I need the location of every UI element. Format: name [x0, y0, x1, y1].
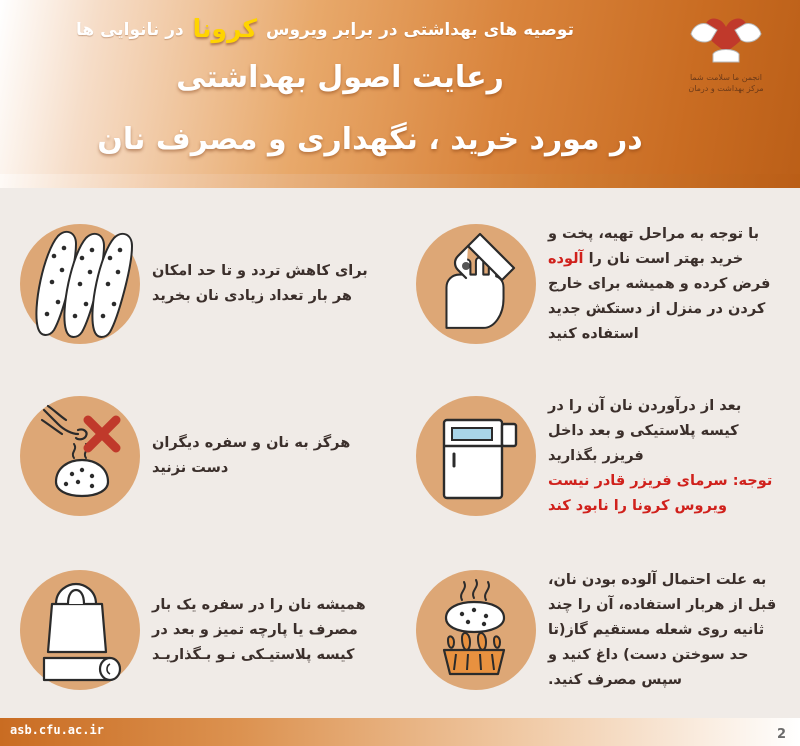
freezer-icon [410, 390, 542, 522]
header-subtitle-prefix: توصیه های بهداشتی در برابر ویروس [266, 20, 574, 40]
tip-use-gloves [400, 198, 800, 370]
gloved-hand-icon [410, 218, 542, 350]
tip-freezer [400, 370, 800, 542]
tips-grid [0, 198, 800, 718]
tip-no-touch-text: هرگز به نان و سفره دیگران دست نزنید [152, 435, 351, 476]
tip-freezer-main: بعد از درآوردن نان آن را در کیسه پلاستیکی و بعد داخل فریزر بگذارید [548, 397, 742, 464]
tip-use-gloves-highlight: آلوده [548, 250, 584, 267]
tip-freezer-text [542, 394, 786, 519]
tip-use-gloves-text: با توجه به مراحل تهیه، پخت و خرید بهتر است نان را آلوده فرض کرده و همیشه برای خارج کردن در منزل از دستکش جدید استفاده کنید [548, 225, 771, 342]
footer-url[interactable]: asb.cfu.ac.ir [10, 723, 104, 737]
page-title-line-1: رعایت اصول بهداشتی [176, 60, 504, 95]
tip-heat-on-flame-text: به علت احتمال آلوده بودن نان، قبل از هربار استفاده، آن را چند ثانیه روی شعله مستقیم گاز(تا حد سوختن دست) داغ کنید و سپس مصرف کنید. [548, 571, 777, 688]
header-subtitle-suffix: در نانوایی ها [76, 20, 184, 40]
header-keyword: کرونا [192, 14, 258, 43]
tip-buy-quantity [0, 198, 400, 370]
breads-icon [14, 218, 146, 350]
bread-on-stove-icon [410, 564, 542, 696]
page-title-line-2: در مورد خرید ، نگهداری و مصرف نان [97, 122, 643, 157]
header-subtitle [0, 14, 650, 43]
tip-freezer-note: توجه: سرمای فریزر قادر نیست ویروس کرونا را نابود کند [548, 472, 773, 514]
tip-heat-on-flame [400, 542, 800, 718]
plastic-bag-cloth-icon [14, 564, 146, 696]
tip-no-touch [0, 370, 400, 542]
header-banner [0, 0, 800, 188]
tip-buy-quantity-text: برای کاهش تردد و تا حد امکان هر بار تعداد زیادی نان بخرید [152, 263, 368, 304]
logo-caption-2: مرکز بهداشت و درمان [688, 84, 764, 93]
hand-bread-forbidden-icon [14, 390, 146, 522]
tip-single-use-cloth-text: همیشه نان را در سفره یک بار مصرف یا پارچه تمیز و بعد در کیسه پلاستیـکی نـو بـگذاریـد [152, 596, 366, 663]
forbidden-cross-icon [88, 420, 116, 448]
footer-bar [0, 718, 800, 746]
tip-single-use-cloth [0, 542, 400, 718]
logo-caption-1: انجمن ما سلامت شما [689, 73, 763, 82]
page-number: 2 [776, 727, 786, 742]
